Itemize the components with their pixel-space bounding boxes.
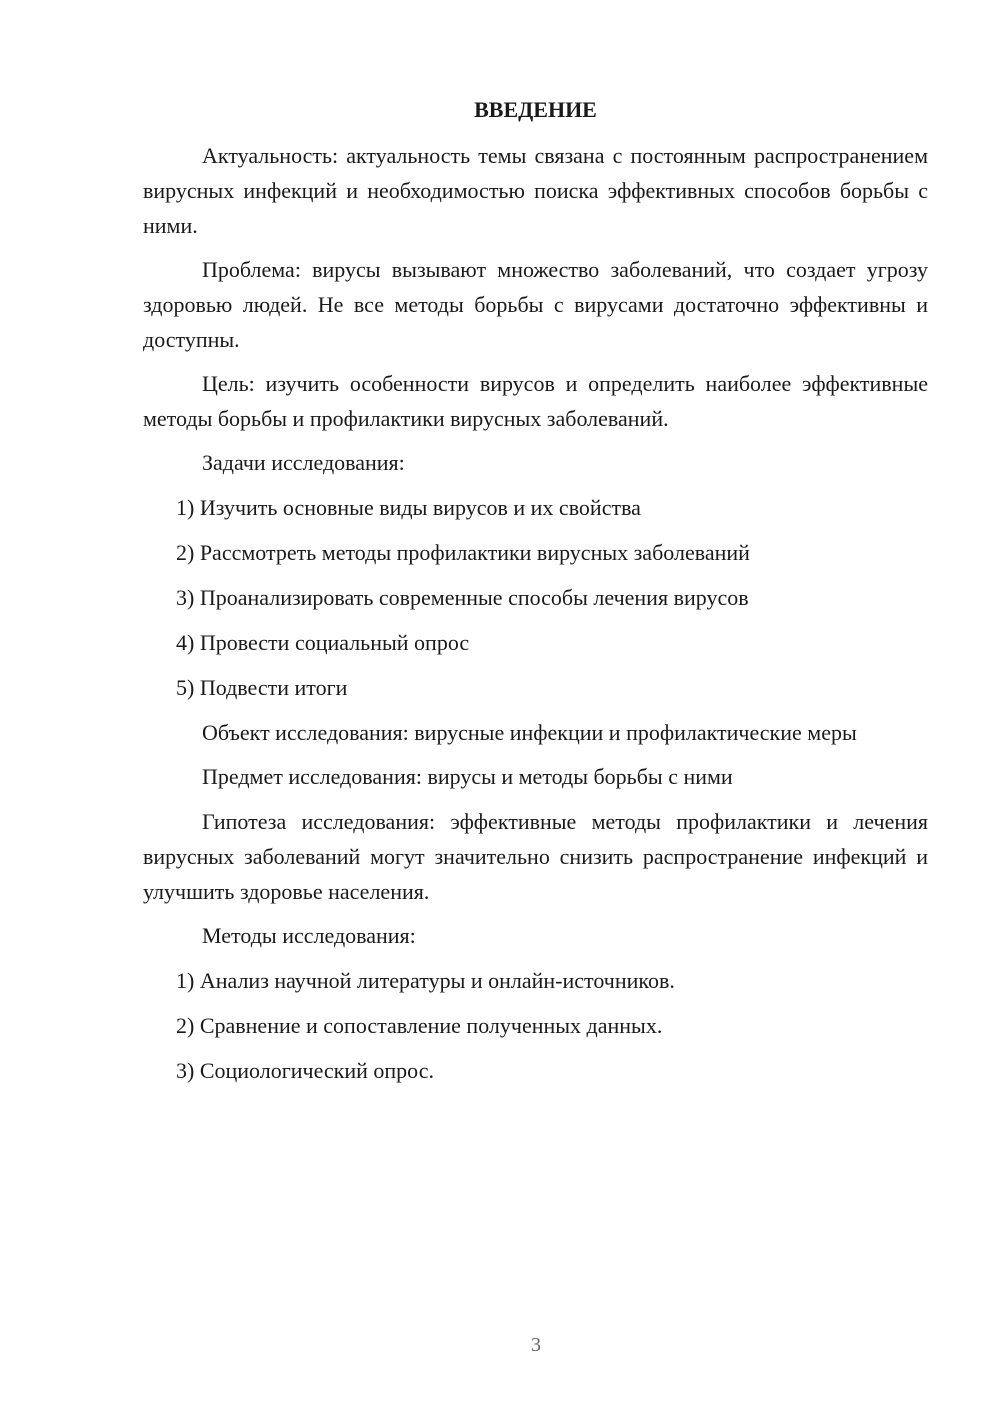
methods-list: [143, 963, 928, 1088]
list-item: 2) Рассмотреть методы профилактики вирусных заболеваний: [176, 540, 750, 565]
list-item: 3) Социологический опрос.: [176, 1058, 434, 1083]
hypothesis-paragraph: Гипотеза исследования: эффективные методы профилактики и лечения вирусных заболеваний могут значительно снизить распространение инфекций и улучшить здоровье населения.: [143, 809, 928, 904]
tasks-heading: Задачи исследования:: [202, 450, 405, 475]
goal-paragraph: Цель: изучить особенности вирусов и определить наиболее эффективные методы борьбы и профилактики вирусных заболеваний.: [143, 371, 928, 431]
tasks-list: [143, 490, 928, 705]
list-item: 4) Провести социальный опрос: [176, 630, 470, 655]
list-item: 5) Подвести итоги: [176, 675, 348, 700]
section-heading: ВВЕДЕНИЕ: [474, 97, 597, 122]
page-number: 3: [531, 1334, 541, 1356]
object-paragraph: Объект исследования: вирусные инфекции и профилактические меры: [202, 720, 857, 745]
relevance-paragraph: Актуальность: актуальность темы связана с постоянным распространением вирусных инфекций и необходимостью поиска эффективных способов борьбы с ними.: [143, 143, 928, 238]
list-item: 3) Проанализировать современные способы лечения вирусов: [176, 585, 749, 610]
document-body: [143, 95, 928, 1098]
subject-paragraph: Предмет исследования: вирусы и методы борьбы с ними: [202, 764, 733, 789]
list-item: 1) Изучить основные виды вирусов и их свойства: [176, 495, 641, 520]
list-item: 1) Анализ научной литературы и онлайн-источников.: [176, 968, 675, 993]
problem-paragraph: Проблема: вирусы вызывают множество заболеваний, что создает угрозу здоровью людей. Не все методы борьбы с вирусами достаточно эффективны и доступны.: [143, 257, 928, 352]
list-item: 2) Сравнение и сопоставление полученных данных.: [176, 1013, 663, 1038]
methods-heading: Методы исследования:: [202, 923, 416, 948]
